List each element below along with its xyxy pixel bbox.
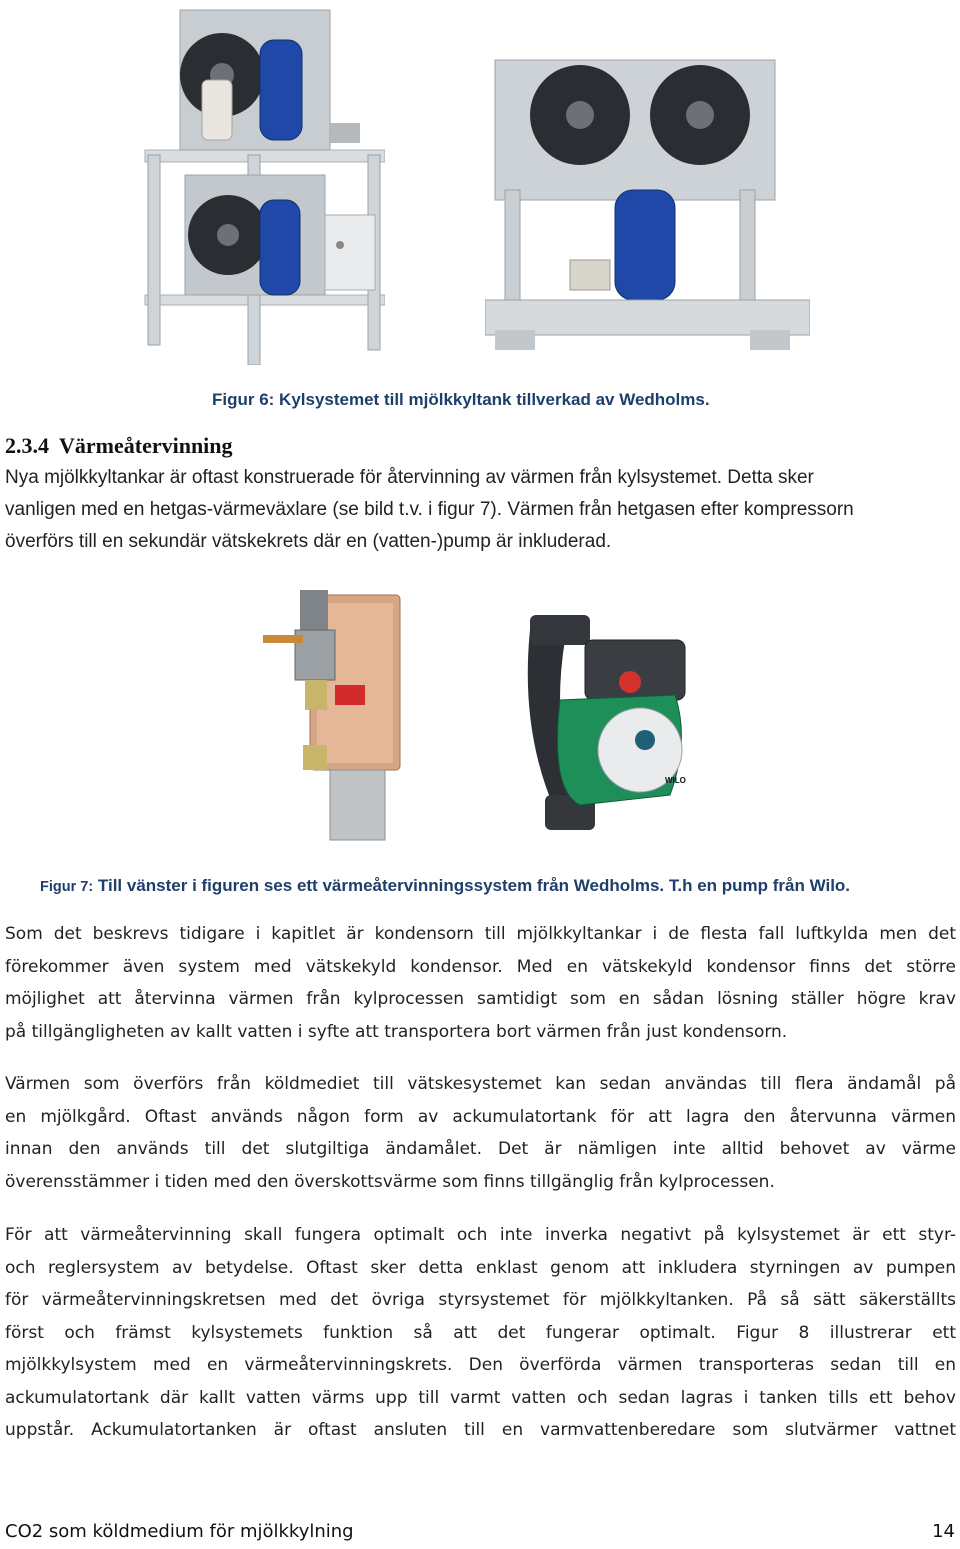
paragraph-line: För att värmeåtervinning skall fungera optimalt och inte inverka negativt på kylsystemet är ett styr- (5, 1225, 956, 1245)
paragraph-line: mjölkkylsystem med en värmeåtervinningskrets. Den överförda värmen transporteras sedan till en (5, 1355, 956, 1375)
circulation-pump-image (510, 590, 710, 850)
figure-7-caption-text: Till vänster i figuren ses ett värmeåtervinningssystem från Wedholms. T.h en pump från Wilo. (97, 876, 851, 895)
paragraph-line: Värmen som överförs från köldmediet till vätskesystemet kan sedan användas till flera ändamål på (5, 1074, 956, 1094)
paragraph-line: vanligen med en hetgas-värmeväxlare (se bild t.v. i figur 7). Värmen från hetgasen efter kompressorn (5, 499, 854, 520)
paragraph-2 (5, 1068, 956, 1198)
section-heading (5, 433, 233, 459)
paragraph-line: en mjölkgård. Oftast används någon form av ackumulatortank för att lagra den återvunna värmen (5, 1106, 956, 1127)
paragraph-line: överensstämmer i tiden med den överskottsvärme som finns tillgänglig från kylprocessen. (5, 1171, 775, 1192)
paragraph-3 (5, 1219, 956, 1447)
heat-recovery-exchanger-image (255, 585, 405, 845)
paragraph-line: och reglersystem av betydelse. Oftast sker detta enklast genom att inkludera styrningen av pumpen (5, 1257, 956, 1278)
figure-6-caption: Figur 6: Kylsystemet till mjölkkyltank tillverkad av Wedholms. (212, 390, 710, 409)
paragraph-line: för värmeåtervinningskretsen med det övriga styrsystemet för mjölkkyltanken. På så sätt säkerställts (5, 1290, 956, 1310)
figure-7-caption (40, 876, 850, 896)
section-title: Värmeåtervinning (59, 433, 233, 458)
section-number: 2.3.4 (5, 433, 49, 458)
paragraph-line: ackumulatortank där kallt vatten värms upp till varmt vatten och sedan lagras i tanken tills ett behov (5, 1387, 956, 1408)
section-intro-paragraph (5, 462, 957, 558)
paragraph-line: förekommer även system med vätskekyld kondensor. Med en vätskekyld kondensor finns det större (5, 956, 956, 977)
wilo-brand-label: WILO (665, 776, 686, 785)
paragraph-line: på tillgängligheten av kallt vatten i syfte att transportera bort värmen från just kondensorn. (5, 1021, 788, 1042)
paragraph-line: först och främst kylsystemets funktion så att det fungerar optimalt. Figur 8 illustrerar ett (5, 1322, 956, 1343)
paragraph-line: överförs till en sekundär vätskekrets där en (vatten-)pump är inkluderad. (5, 531, 612, 552)
figure-7-label: Figur 7: (40, 879, 94, 895)
condensing-unit-stacked-image (140, 5, 385, 365)
paragraph-1 (5, 918, 956, 1048)
paragraph-line: innan den används till det slutgiltiga ändamålet. Det är nämligen inte alltid behovet av värme (5, 1139, 956, 1159)
paragraph-line: uppstår. Ackumulatortanken är oftast ansluten till en varmvattenberedare som slutvärmer vattnet (5, 1420, 956, 1440)
paragraph-line: Nya mjölkkyltankar är oftast konstruerade för återvinning av värmen från kylsystemet. Detta sker (5, 467, 814, 488)
condensing-unit-dual-fan-image (485, 40, 810, 360)
page-number: 14 (932, 1521, 955, 1542)
footer-title: CO2 som köldmedium för mjölkkylning (5, 1521, 354, 1542)
paragraph-line: Som det beskrevs tidigare i kapitlet är kondensorn till mjölkkyltankar i de flesta fall luftkylda men det (5, 924, 956, 944)
paragraph-line: möjlighet att återvinna värmen från kylprocessen samtidigt som en sådan lösning ställer högre krav (5, 989, 956, 1009)
